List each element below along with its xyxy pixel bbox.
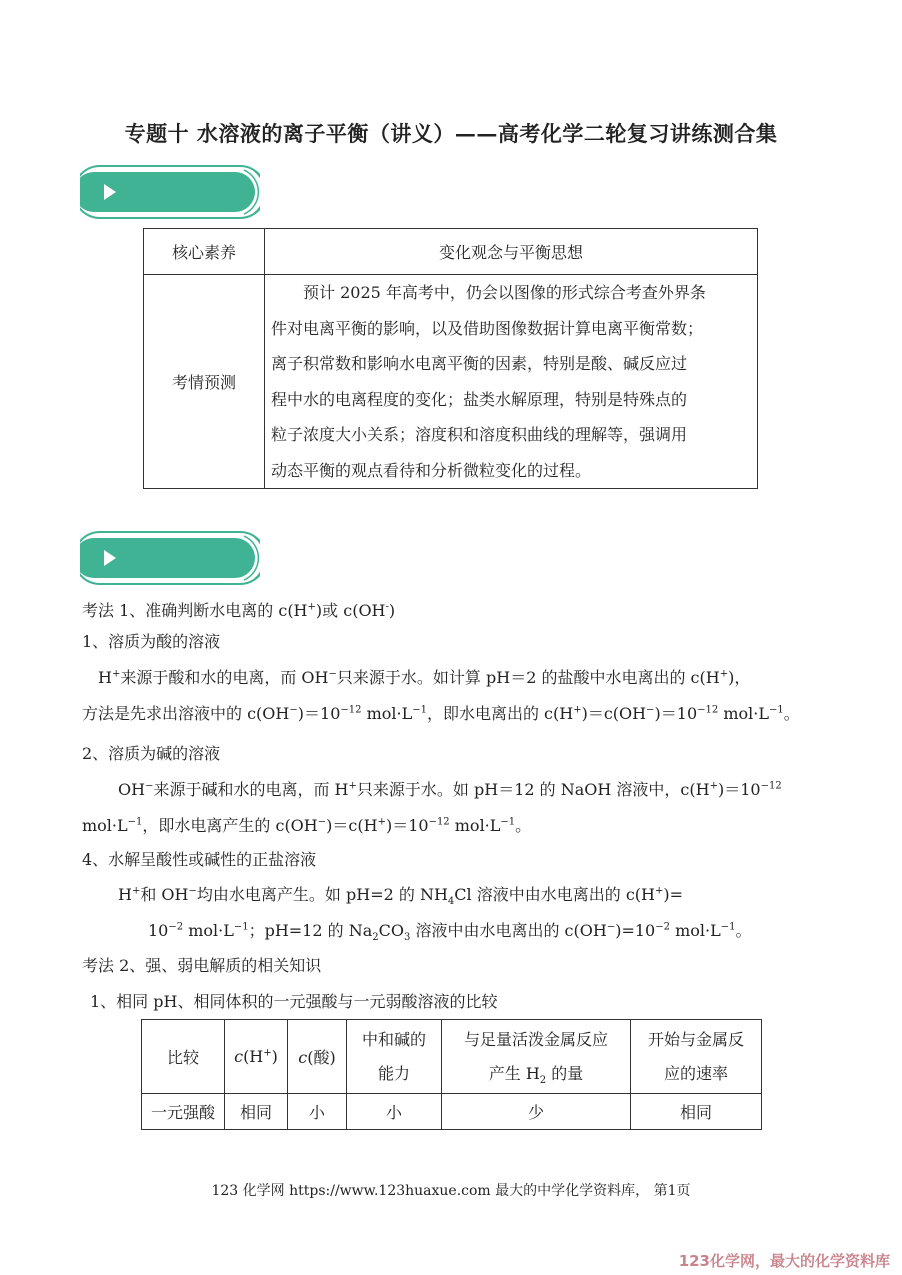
subsection-base: 2、溶质为碱的溶液 [82,744,221,763]
page-footer: 123 化学网 https://www.123huaxue.com 最大的中学化学资料库， 第1页 [211,1183,691,1199]
section-banner-1 [80,162,260,222]
salt-line-2: $10^{-2}$ $mol\cdot L^{-1}$；pH=12 的 $Na_2CO_3$ 溶液中由水电离出的 $c(OH^-)=10^{-2}$ $mol\cdot L^{-1}$。 [148,921,752,944]
col-compare: 比较 [142,1020,225,1094]
core-value: 变化观念与平衡思想 [265,229,758,275]
forecast-label: 考情预测 [144,275,265,489]
subsection-acid: 1、溶质为酸的溶液 [82,632,221,651]
forecast-text: 预计 2025 年高考中，仍会以图像的形式综合考查外界条 件对电离平衡的影响，以及借助图像数据计算电离平衡常数； 离子积常数和影响水电离平衡的因素，特别是酸、碱反应过 程中水的电离程度的变化；盐类水解原理，特别是特殊点的 粒子浓度大小关系；溶度积和溶度积曲线的理解等，强调用 动态平衡的观点看待和分析微粒变化的过程。 [265,275,758,489]
section-banner-2 [80,528,260,588]
acid-line-1: H+来源于酸和水的电离，而 OH−只来源于水。如计算 pH＝2 的盐酸中水电离出的 c(H+)， [98,668,751,687]
table-row: 一元强酸 相同 小 小 少 相同 [142,1094,762,1130]
col-rate: 开始与金属反 应的速率 [631,1020,762,1094]
page-title: 专题十 水溶液的离子平衡（讲义）——高考化学二轮复习讲练测合集 [124,121,778,146]
core-label: 核心素养 [144,229,265,275]
col-neutralize: 中和碱的 能力 [347,1020,442,1094]
subsection-salt: 4、水解呈酸性或碱性的正盐溶液 [82,850,317,869]
base-line-2: $mol\cdot L^{-1}$，即水电离产生的 $c(OH^-)=c(H^+)=10^{-12}$ $mol\cdot L^{-1}$。 [82,816,532,835]
col-c-h: c(H+) [225,1020,288,1094]
acid-line-2: 方法是先求出溶液中的 $c(OH^-)=10^{-12}$ $mol\cdot L^{-1}$，即水电离出的 $c(H^+)=c(OH^-)=10^{-12}$ $mol\cdot L^{-1}$。 [82,704,800,723]
method-1-heading: 考法 1、准确判断水电离的 c(H+)或 c(OH-) [82,601,396,620]
base-line-1: OH−来源于碱和水的电离，而 H+只来源于水。如 pH＝12 的 NaOH 溶液中，$c(H^+)=10^{-12}$ [118,780,782,799]
core-literacy-table [143,228,758,489]
watermark: 123化学网，最大的化学资料库 [678,1252,890,1270]
method-2-heading: 考法 2、强、弱电解质的相关知识 [82,956,322,975]
method-2-sub-1: 1、相同 pH、相同体积的一元强酸与一元弱酸溶液的比较 [90,992,498,1011]
col-c-acid: c(酸) [288,1020,347,1094]
col-h2-amount: 与足量活泼金属反应 产生 $H_2$ 的量 [442,1020,631,1094]
acid-compare-table [141,1019,762,1130]
salt-line-1: H+和 OH−均由水电离产生。如 pH=2 的 $NH_4Cl$ 溶液中由水电离出的 c(H+)= [118,885,684,908]
